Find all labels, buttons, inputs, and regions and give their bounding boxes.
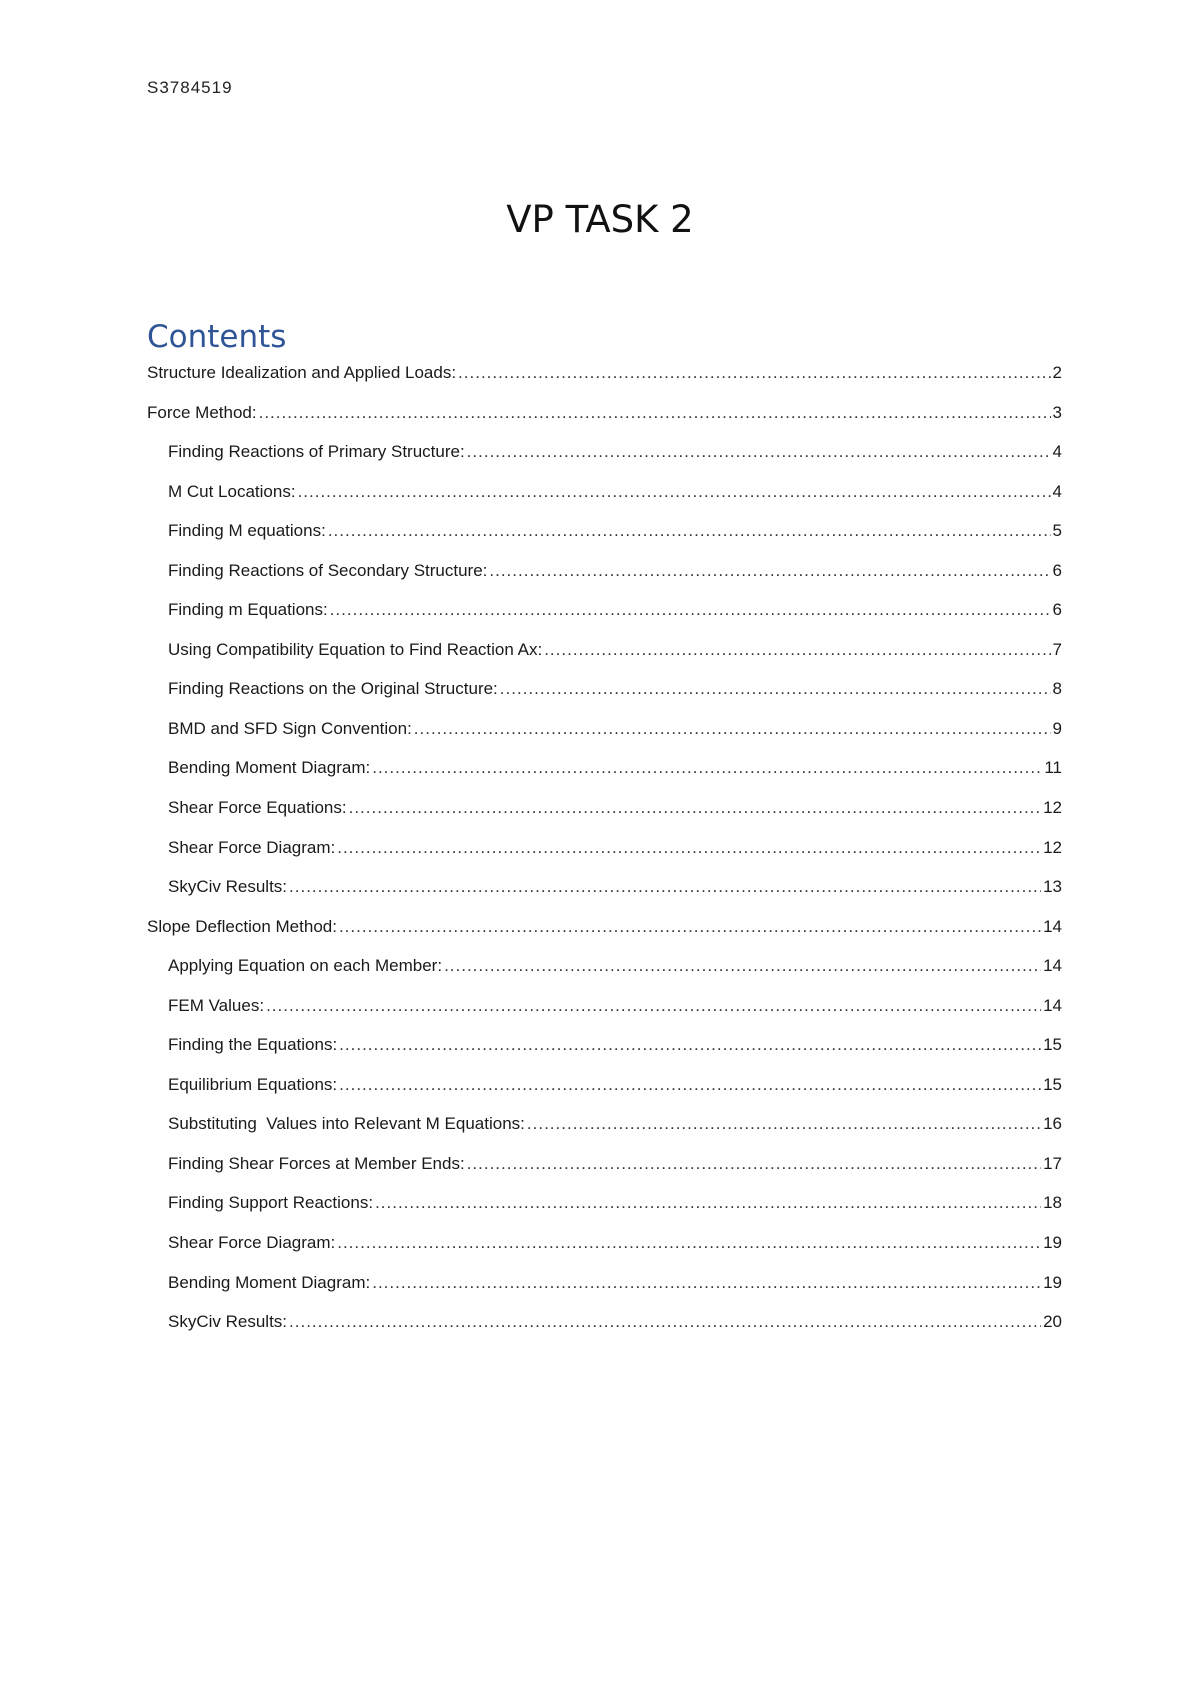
toc-entry[interactable]: [147, 679, 1062, 719]
toc-entry-title: Substituting Values into Relevant M Equations:: [168, 1114, 525, 1134]
toc-entry[interactable]: [147, 877, 1062, 917]
toc-entry-page-number: 20: [1043, 1312, 1062, 1332]
toc-entry[interactable]: [147, 1312, 1062, 1352]
toc-entry-page-number: 18: [1043, 1193, 1062, 1213]
toc-entry-title: Finding M equations:: [168, 521, 326, 541]
toc-entry-title: Shear Force Diagram:: [168, 837, 336, 857]
toc-entry-title: Using Compatibility Equation to Find Reaction Ax:: [168, 639, 543, 659]
toc-entry-title: Force Method:: [147, 402, 257, 422]
toc-entry-page-number: 15: [1043, 1074, 1062, 1094]
toc-entry-page-number: 7: [1052, 639, 1062, 659]
toc-entry-page-number: 5: [1052, 521, 1062, 541]
toc-entry[interactable]: [147, 758, 1062, 798]
toc-entry-page-number: 8: [1052, 679, 1062, 699]
toc-entry-page-number: 4: [1052, 481, 1062, 501]
toc-entry-page-number: 4: [1052, 442, 1062, 462]
toc-entry-title: Bending Moment Diagram:: [168, 1272, 371, 1292]
toc-dot-leader: [467, 442, 1051, 462]
toc-entry[interactable]: [147, 521, 1062, 561]
toc-dot-leader: [467, 1154, 1041, 1174]
toc-entry-page-number: 19: [1043, 1272, 1062, 1292]
toc-entry-title: Finding Support Reactions:: [168, 1193, 374, 1213]
toc-dot-leader: [444, 956, 1041, 976]
toc-dot-leader: [339, 917, 1041, 937]
toc-dot-leader: [337, 1233, 1041, 1253]
toc-entry-page-number: 16: [1043, 1114, 1062, 1134]
toc-entry[interactable]: [147, 1193, 1062, 1233]
toc-dot-leader: [259, 403, 1051, 423]
toc-entry[interactable]: [147, 1154, 1062, 1194]
toc-entry-page-number: 2: [1052, 363, 1062, 382]
toc-entry-title: FEM Values:: [168, 995, 265, 1015]
toc-dot-leader: [328, 521, 1051, 541]
toc-dot-leader: [339, 1035, 1041, 1055]
toc-entry[interactable]: [147, 1273, 1062, 1313]
toc-entry[interactable]: [147, 600, 1062, 640]
toc-dot-leader: [298, 482, 1051, 502]
toc-entry-title: Structure Idealization and Applied Loads:: [147, 363, 457, 382]
toc-entry[interactable]: [147, 1233, 1062, 1273]
toc-entry[interactable]: [147, 561, 1062, 601]
toc-entry-title: Equilibrium Equations:: [168, 1074, 338, 1094]
toc-dot-leader: [372, 758, 1042, 778]
toc-dot-leader: [349, 798, 1041, 818]
toc-entry-page-number: 14: [1043, 995, 1062, 1015]
toc-entry-title: Finding Reactions on the Original Structure:: [168, 679, 498, 699]
toc-entry[interactable]: [147, 838, 1062, 878]
toc-entry-page-number: 12: [1043, 837, 1062, 857]
toc-entry[interactable]: [147, 403, 1062, 443]
toc-entry-title: M Cut Locations:: [168, 481, 296, 501]
toc-entry[interactable]: [147, 442, 1062, 482]
toc-entry-page-number: 14: [1043, 956, 1062, 976]
toc-entry-title: Applying Equation on each Member:: [168, 956, 443, 976]
toc-entry-page-number: 12: [1043, 798, 1062, 818]
toc-entry[interactable]: [147, 1114, 1062, 1154]
toc-entry-title: Bending Moment Diagram:: [168, 758, 371, 778]
toc-entry-page-number: 6: [1052, 560, 1062, 580]
toc-entry[interactable]: [147, 917, 1062, 957]
toc-dot-leader: [337, 838, 1041, 858]
toc-dot-leader: [330, 600, 1051, 620]
toc-entry[interactable]: [147, 798, 1062, 838]
toc-entry[interactable]: [147, 640, 1062, 680]
toc-entry-title: Shear Force Equations:: [168, 798, 347, 818]
toc-dot-leader: [266, 996, 1041, 1016]
toc-entry[interactable]: [147, 996, 1062, 1036]
toc-entry-title: Finding Reactions of Primary Structure:: [168, 442, 465, 462]
toc-dot-leader: [527, 1114, 1041, 1134]
toc-entry-title: Finding Shear Forces at Member Ends:: [168, 1153, 465, 1173]
toc-entry-title: Shear Force Diagram:: [168, 1233, 336, 1253]
toc-dot-leader: [544, 640, 1050, 660]
toc-entry[interactable]: [147, 1075, 1062, 1115]
table-of-contents: [147, 363, 1062, 1352]
toc-dot-leader: [414, 719, 1051, 739]
toc-entry-page-number: 6: [1052, 600, 1062, 620]
page-header-student-id: S3784519: [147, 78, 233, 97]
toc-dot-leader: [339, 1075, 1041, 1095]
toc-entry-title: SkyCiv Results:: [168, 877, 288, 897]
toc-entry-page-number: 13: [1043, 877, 1062, 897]
toc-entry-page-number: 17: [1043, 1153, 1062, 1173]
toc-entry-title: Finding m Equations:: [168, 600, 328, 620]
toc-dot-leader: [458, 363, 1050, 383]
document-title: VP TASK 2: [506, 198, 694, 241]
toc-entry[interactable]: [147, 482, 1062, 522]
toc-entry-title: Finding the Equations:: [168, 1035, 338, 1055]
toc-entry-page-number: 19: [1043, 1233, 1062, 1253]
toc-dot-leader: [289, 1312, 1041, 1332]
toc-dot-leader: [289, 877, 1041, 897]
toc-dot-leader: [372, 1273, 1041, 1293]
toc-entry-page-number: 15: [1043, 1035, 1062, 1055]
toc-dot-leader: [500, 679, 1051, 699]
toc-entry[interactable]: [147, 956, 1062, 996]
toc-entry-page-number: 11: [1044, 758, 1062, 778]
toc-entry-page-number: 9: [1052, 718, 1062, 738]
toc-dot-leader: [375, 1193, 1041, 1213]
toc-entry[interactable]: [147, 363, 1062, 403]
toc-entry-title: SkyCiv Results:: [168, 1312, 288, 1332]
toc-entry-title: Slope Deflection Method:: [147, 916, 337, 936]
toc-entry-page-number: 3: [1052, 402, 1062, 422]
toc-entry[interactable]: [147, 1035, 1062, 1075]
toc-entry[interactable]: [147, 719, 1062, 759]
toc-entry-title: BMD and SFD Sign Convention:: [168, 718, 412, 738]
toc-entry-title: Finding Reactions of Secondary Structure:: [168, 560, 488, 580]
toc-entry-page-number: 14: [1043, 916, 1062, 936]
toc-heading: Contents: [147, 319, 287, 355]
toc-dot-leader: [489, 561, 1050, 581]
